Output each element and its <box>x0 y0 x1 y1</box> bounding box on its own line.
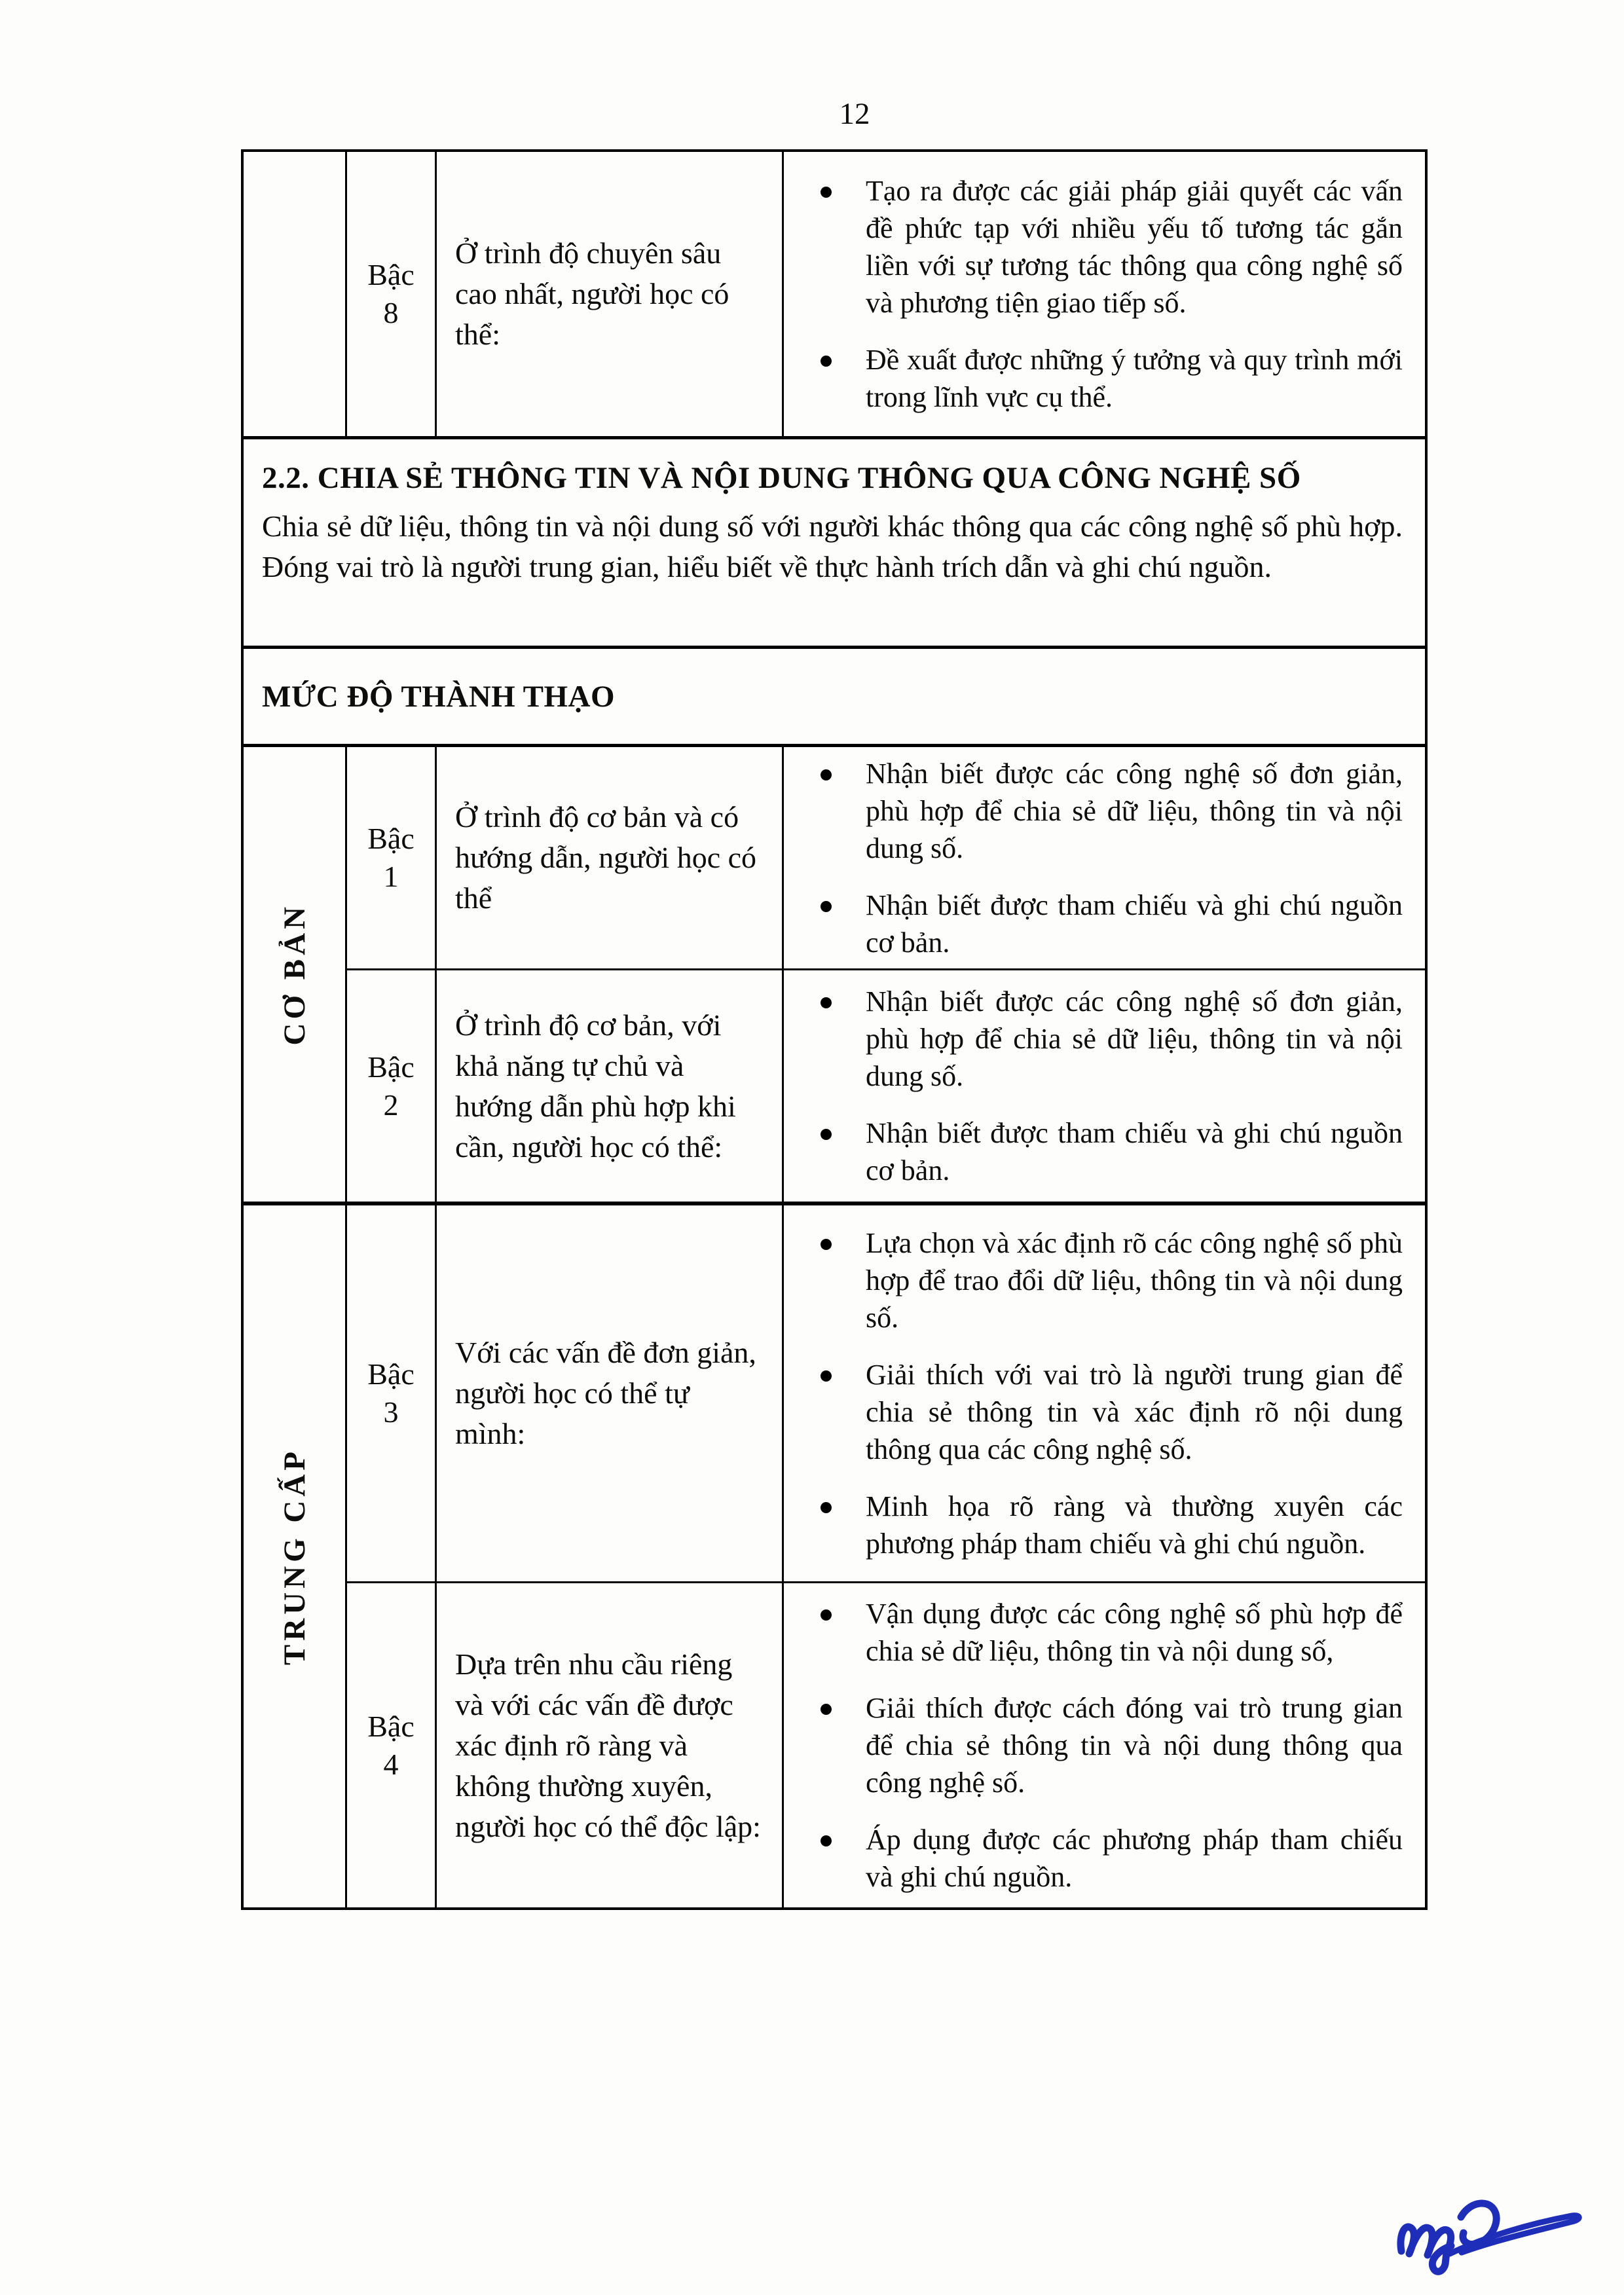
bullet-icon <box>821 997 832 1008</box>
list-item <box>784 887 1403 961</box>
group-basic <box>244 744 1425 1202</box>
level-8-description-cell <box>437 152 784 436</box>
list-item <box>784 1689 1403 1801</box>
signature-ink <box>1382 2174 1604 2288</box>
section-2-2-block <box>244 436 1425 646</box>
level-number: 3 <box>383 1395 399 1429</box>
list-item-text: Nhận biết được các công nghệ số đơn giản, phù hợp để chia sẻ dữ liệu, thông tin và nội dung số. <box>866 757 1403 864</box>
bullet-icon <box>821 769 832 780</box>
table-row-level-3 <box>347 1205 1425 1581</box>
signature-stroke <box>1450 2216 1579 2254</box>
level-8-outcomes-cell <box>784 152 1425 436</box>
group-intermediate <box>244 1202 1425 1907</box>
table-row-level-1 <box>347 747 1425 968</box>
bullet-icon <box>821 187 832 198</box>
level-4-outcomes-cell <box>784 1583 1425 1907</box>
list-item-text: Nhận biết được tham chiếu và ghi chú nguồn cơ bản. <box>866 889 1403 959</box>
level-4-description-cell <box>437 1583 784 1907</box>
category-label-basic: CƠ BẢN <box>277 903 312 1046</box>
table-row-level-4 <box>347 1581 1425 1907</box>
level-number: 1 <box>383 860 399 893</box>
bullet-icon <box>821 901 832 912</box>
level-1-description: Ở trình độ cơ bản và có hướng dẫn, người học có thể <box>455 800 757 915</box>
table-row-level-2 <box>347 968 1425 1202</box>
level-1-cell <box>347 747 437 968</box>
list-item-text: Áp dụng được các phương pháp tham chiếu và ghi chú nguồn. <box>866 1824 1403 1893</box>
category-label-intermediate: TRUNG CẤP <box>277 1447 312 1666</box>
level-3-outcomes-cell <box>784 1205 1425 1581</box>
level-8-cell <box>347 152 437 436</box>
level-label: Bậc <box>367 1709 415 1743</box>
signature-stroke <box>1401 2227 1451 2271</box>
level-4-description: Dựa trên nhu cầu riêng và với các vấn đề được xác định rõ ràng và không thường xuyên, người học có thể độc lập: <box>455 1647 761 1843</box>
level-2-cell <box>347 970 437 1202</box>
category-cell-intermediate <box>244 1205 347 1907</box>
level-label: Bậc <box>367 258 415 291</box>
bullet-icon <box>821 1239 832 1250</box>
level-2-description-cell <box>437 970 784 1202</box>
level-4-cell <box>347 1583 437 1907</box>
bullet-icon <box>821 1609 832 1621</box>
bullet-icon <box>821 1129 832 1140</box>
competency-table <box>241 149 1428 1910</box>
list-item <box>784 1488 1403 1562</box>
table-row-level-8 <box>244 152 1425 436</box>
list-item <box>784 755 1403 867</box>
list-item <box>784 172 1403 321</box>
group-basic-levels <box>347 747 1425 1202</box>
list-item <box>784 1821 1403 1896</box>
level-1-outcomes-cell <box>784 747 1425 968</box>
section-intro: Chia sẻ dữ liệu, thông tin và nội dung số với người khác thông qua các công nghệ số phù hợp. Đóng vai trò là người trung gian, hiểu biết về thực hành trích dẫn và ghi chú nguồn. <box>262 509 1403 583</box>
bullet-icon <box>821 1835 832 1846</box>
level-3-description: Với các vấn đề đơn giản, người học có thể tự mình: <box>455 1336 756 1450</box>
list-item-text: Giải thích với vai trò là người trung gian để chia sẻ thông tin và xác định rõ nội dung thông qua các công nghệ số. <box>866 1359 1403 1465</box>
list-item-text: Minh họa rõ ràng và thường xuyên các phương pháp tham chiếu và ghi chú nguồn. <box>866 1490 1403 1560</box>
level-label: Bậc <box>367 1357 415 1391</box>
list-item-text: Nhận biết được tham chiếu và ghi chú nguồn cơ bản. <box>866 1117 1403 1186</box>
proficiency-header-row <box>244 646 1425 744</box>
list-item <box>784 341 1403 416</box>
bullet-icon <box>821 1502 832 1513</box>
level-8-description: Ở trình độ chuyên sâu cao nhất, người học có thể: <box>455 236 729 351</box>
level-2-outcomes-cell <box>784 970 1425 1202</box>
bullet-icon <box>821 1704 832 1715</box>
list-item-text: Giải thích được cách đóng vai trò trung gian để chia sẻ thông tin và nội dung thông qua công nghệ số. <box>866 1692 1403 1799</box>
list-item <box>784 1224 1403 1336</box>
level-number: 4 <box>383 1747 399 1781</box>
list-item <box>784 1356 1403 1468</box>
group-intermediate-levels <box>347 1205 1425 1907</box>
section-heading: 2.2. CHIA SẺ THÔNG TIN VÀ NỘI DUNG THÔNG QUA CÔNG NGHỆ SỐ <box>262 461 1301 495</box>
level-number: 2 <box>383 1088 399 1122</box>
list-item <box>784 1114 1403 1189</box>
level-1-description-cell <box>437 747 784 968</box>
category-cell-basic <box>244 747 347 1202</box>
list-item-text: Tạo ra được các giải pháp giải quyết các vấn đề phức tạp với nhiều yếu tố tương tác gắn liền với sự tương tác thông qua công nghệ số và phương tiện giao tiếp số. <box>866 175 1403 319</box>
proficiency-header: MỨC ĐỘ THÀNH THẠO <box>262 679 616 714</box>
level-label: Bậc <box>367 822 415 855</box>
list-item-text: Vận dụng được các công nghệ số phù hợp để chia sẻ dữ liệu, thông tin và nội dung số, <box>866 1598 1403 1667</box>
list-item <box>784 983 1403 1095</box>
bullet-icon <box>821 1370 832 1382</box>
list-item <box>784 1595 1403 1670</box>
list-item-text: Nhận biết được các công nghệ số đơn giản, phù hợp để chia sẻ dữ liệu, thông tin và nội dung số. <box>866 985 1403 1092</box>
page-number: 12 <box>839 97 870 131</box>
bullet-icon <box>821 356 832 367</box>
level-number: 8 <box>383 296 399 329</box>
level-3-cell <box>347 1205 437 1581</box>
level-2-description: Ở trình độ cơ bản, với khả năng tự chủ và hướng dẫn phù hợp khi cần, người học có thể: <box>455 1008 736 1164</box>
list-item-text: Lựa chọn và xác định rõ các công nghệ số phù hợp để trao đổi dữ liệu, thông tin và nội dung số. <box>866 1227 1403 1334</box>
level-3-description-cell <box>437 1205 784 1581</box>
level-label: Bậc <box>367 1050 415 1084</box>
category-cell-empty <box>244 152 347 436</box>
list-item-text: Đề xuất được những ý tưởng và quy trình mới trong lĩnh vực cụ thể. <box>866 344 1403 413</box>
